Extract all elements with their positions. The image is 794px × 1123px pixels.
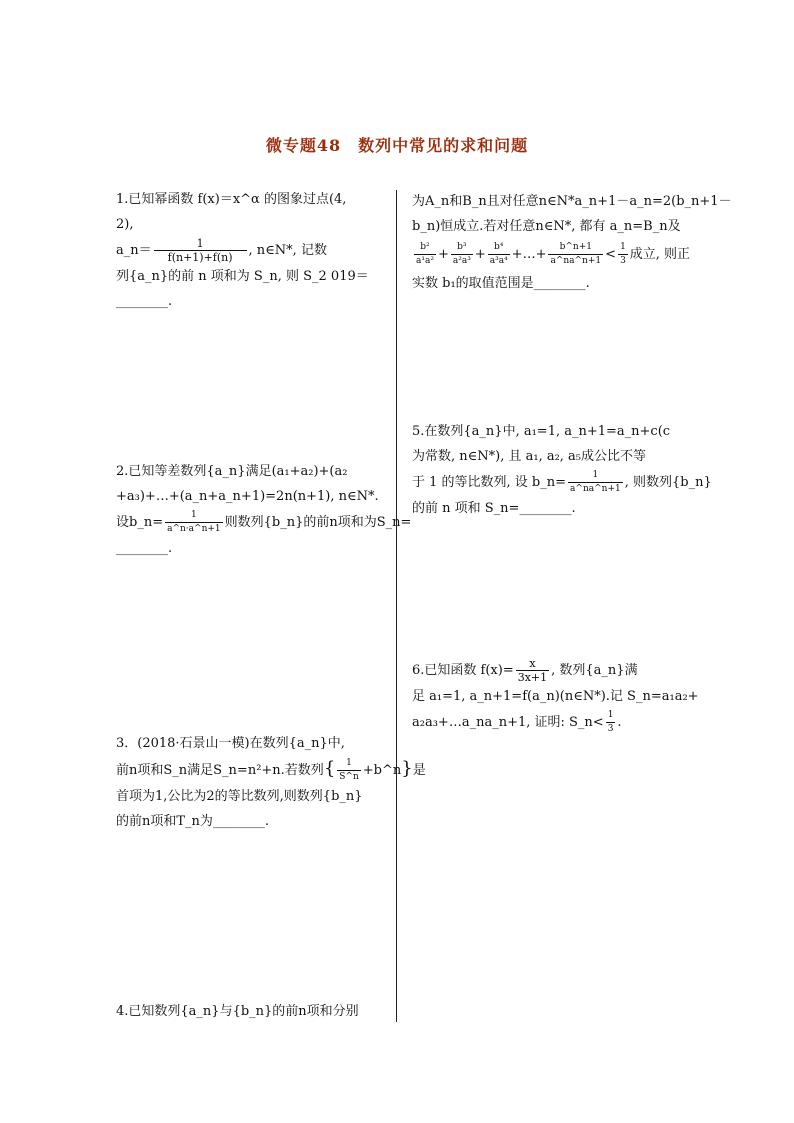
fraction-denominator: a²a³ <box>452 256 471 266</box>
problem-6-line-3 <box>412 709 680 736</box>
fraction-numerator: 1 <box>191 510 197 520</box>
fraction-denominator: 3x+1 <box>517 671 548 684</box>
problem-3 <box>116 731 426 834</box>
sum-term-1 <box>414 241 436 268</box>
problem-2-line-3-tail: 则数列{b_n}的前n项和为S_n= <box>224 515 412 530</box>
problem-2-line-2: +a₃)+…+(a_n+a_n+1)=2n(n+1), n∈N*. <box>116 489 379 504</box>
problem-3-fraction <box>337 757 361 784</box>
problem-4-line-4-tail: 成立, 则正 <box>629 247 691 262</box>
fraction-denominator: a¹a² <box>416 256 434 266</box>
problem-2-line-1: 2.已知等差数列{a_n}满足(a₁+a₂)+(a₂ <box>116 464 348 479</box>
problem-2-line-3 <box>116 509 412 536</box>
fraction-numerator: x <box>529 657 536 670</box>
fraction-numerator: b⁴ <box>494 242 504 252</box>
problem-1-line-2: 2), <box>116 217 134 232</box>
problem-1-fraction <box>154 237 247 264</box>
fraction-numerator: b^n+1 <box>559 242 592 252</box>
problem-1-line-3-tail: , n∈N*, 记数 <box>248 243 327 258</box>
page-title: 微专题48 数列中常见的求和问题 <box>265 136 529 155</box>
fraction-numerator: b³ <box>457 242 467 252</box>
problem-3-line-4: 的前n项和T_n为________. <box>116 814 270 829</box>
fraction-numerator: 1 <box>607 710 614 720</box>
problem-4-line-1: 4.已知数列{a_n}与{b_n}的前n项和分别 <box>116 1004 359 1019</box>
problem-4-line-5: 实数 b₁的取值范围是________. <box>412 276 590 291</box>
fraction-denominator: 3 <box>620 256 626 266</box>
problem-6-line-3-tail: . <box>617 715 622 730</box>
bound-fraction <box>606 709 616 736</box>
problem-6-line-3-head: a₂a₃+…a_na_n+1, 证明: S_n< <box>412 715 604 730</box>
problem-4-continued <box>412 189 732 296</box>
column-divider <box>396 190 397 1022</box>
problem-1-line-1: 1.已知幂函数 f(x)＝x^α 的图象过点(4, <box>116 192 347 207</box>
fraction-denominator: a^na^n+1 <box>570 484 621 494</box>
problem-5-line-4: 的前 n 项和 S_n=________. <box>412 501 576 516</box>
problem-3-line-3: 首项为1,公比为2的等比数列,则数列{b_n} <box>116 789 363 804</box>
fraction-denominator: f(n+1)+f(n) <box>154 250 247 264</box>
fraction-denominator: S^n <box>339 772 359 782</box>
problem-2 <box>116 459 412 561</box>
problem-4-start <box>116 999 384 1024</box>
sum-term-3 <box>488 241 510 268</box>
problem-4-line-3: b_n)恒成立.若对任意n∈N*, 都有 a_n=B_n及 <box>412 219 681 234</box>
problem-5-line-3-tail: , 则数列{b_n} <box>624 475 712 490</box>
problem-5 <box>412 419 712 521</box>
problem-2-bn-label: 设b_n= <box>116 515 164 530</box>
problem-5-line-1: 5.在数列{a_n}中, a₁=1, a_n+1=a_n+c(c <box>412 424 671 439</box>
inequality-sign: < <box>605 247 617 262</box>
problem-6 <box>412 657 699 736</box>
problem-3-line-2 <box>116 756 426 784</box>
problem-1-line-4: 列{a_n}的前 n 项和为 S_n, 则 S_2 019＝ <box>116 269 369 284</box>
problem-3-line-2-tail: 是 <box>412 763 426 778</box>
problem-5-fraction <box>568 469 623 496</box>
left-brace: { <box>323 758 336 779</box>
problem-3-line-2-head: 前n项和S_n满足S_n=n²+n.若数列 <box>116 763 324 778</box>
problem-2-line-4: ________. <box>116 541 173 556</box>
problem-4-line-4: $\frac{\text{b²}}{\text{a¹a²}}$ + $\frac{\text{b³}}{\text{a²a³}}$ + $\frac{\text{b⁴}}{\text{a³a⁴}}$ +…+ $\frac{b\^{}n+1}{a\^{}na\^{}n+1}$ < $\frac{1}{3}$ 成立, 则正 <box>416 242 691 266</box>
problem-5-line-2: 为常数, n∈N*), 且 a₁, a₂, a₅成公比不等 <box>412 449 647 464</box>
problem-1-line-5: ________. <box>116 294 173 309</box>
problem-2-fraction <box>165 509 223 536</box>
right-brace: } <box>401 758 413 779</box>
fraction-numerator: b² <box>420 242 430 252</box>
problem-6-line-2: 足 a₁=1, a_n+1=f(a_n)(n∈N*).记 S_n=a₁a₂+ <box>412 689 699 704</box>
fraction-numerator: 1 <box>196 237 204 250</box>
sum-ellipsis: +…+ <box>511 247 547 262</box>
fraction-denominator: a^n·a^n+1 <box>167 524 221 534</box>
problem-1-line-3 <box>116 237 384 264</box>
fraction-numerator: 1 <box>620 242 626 252</box>
problem-6-line-1 <box>412 657 680 684</box>
problem-5-line-3 <box>412 469 712 496</box>
sum-term-n <box>548 241 603 268</box>
problem-6-fraction <box>516 657 549 684</box>
problem-6-line-1-head: 6.已知函数 f(x)= <box>412 663 514 678</box>
problem-3-brace-tail: +b^n <box>362 763 402 778</box>
fraction-numerator: 1 <box>346 758 352 768</box>
fraction-denominator: 3 <box>607 724 614 734</box>
problem-5-bn-label: 于 1 的等比数列, 设 b_n= <box>412 475 567 490</box>
problem-6-line-1-tail: , 数列{a_n}满 <box>551 663 638 678</box>
fraction-denominator: a³a⁴ <box>489 256 508 266</box>
bound-fraction <box>618 241 628 268</box>
problem-1-an-label: a_n＝ <box>116 243 152 258</box>
problem-1 <box>116 187 384 314</box>
problem-4-line-2: 为A_n和B_n且对任意n∈N*a_n+1－a_n=2(b_n+1－ <box>412 194 732 209</box>
fraction-denominator: a^na^n+1 <box>550 256 602 266</box>
sum-term-2 <box>451 241 473 268</box>
problem-3-line-1: 3．(2018·石景山一模)在数列{a_n}中, <box>116 736 345 751</box>
fraction-numerator: 1 <box>592 470 599 480</box>
